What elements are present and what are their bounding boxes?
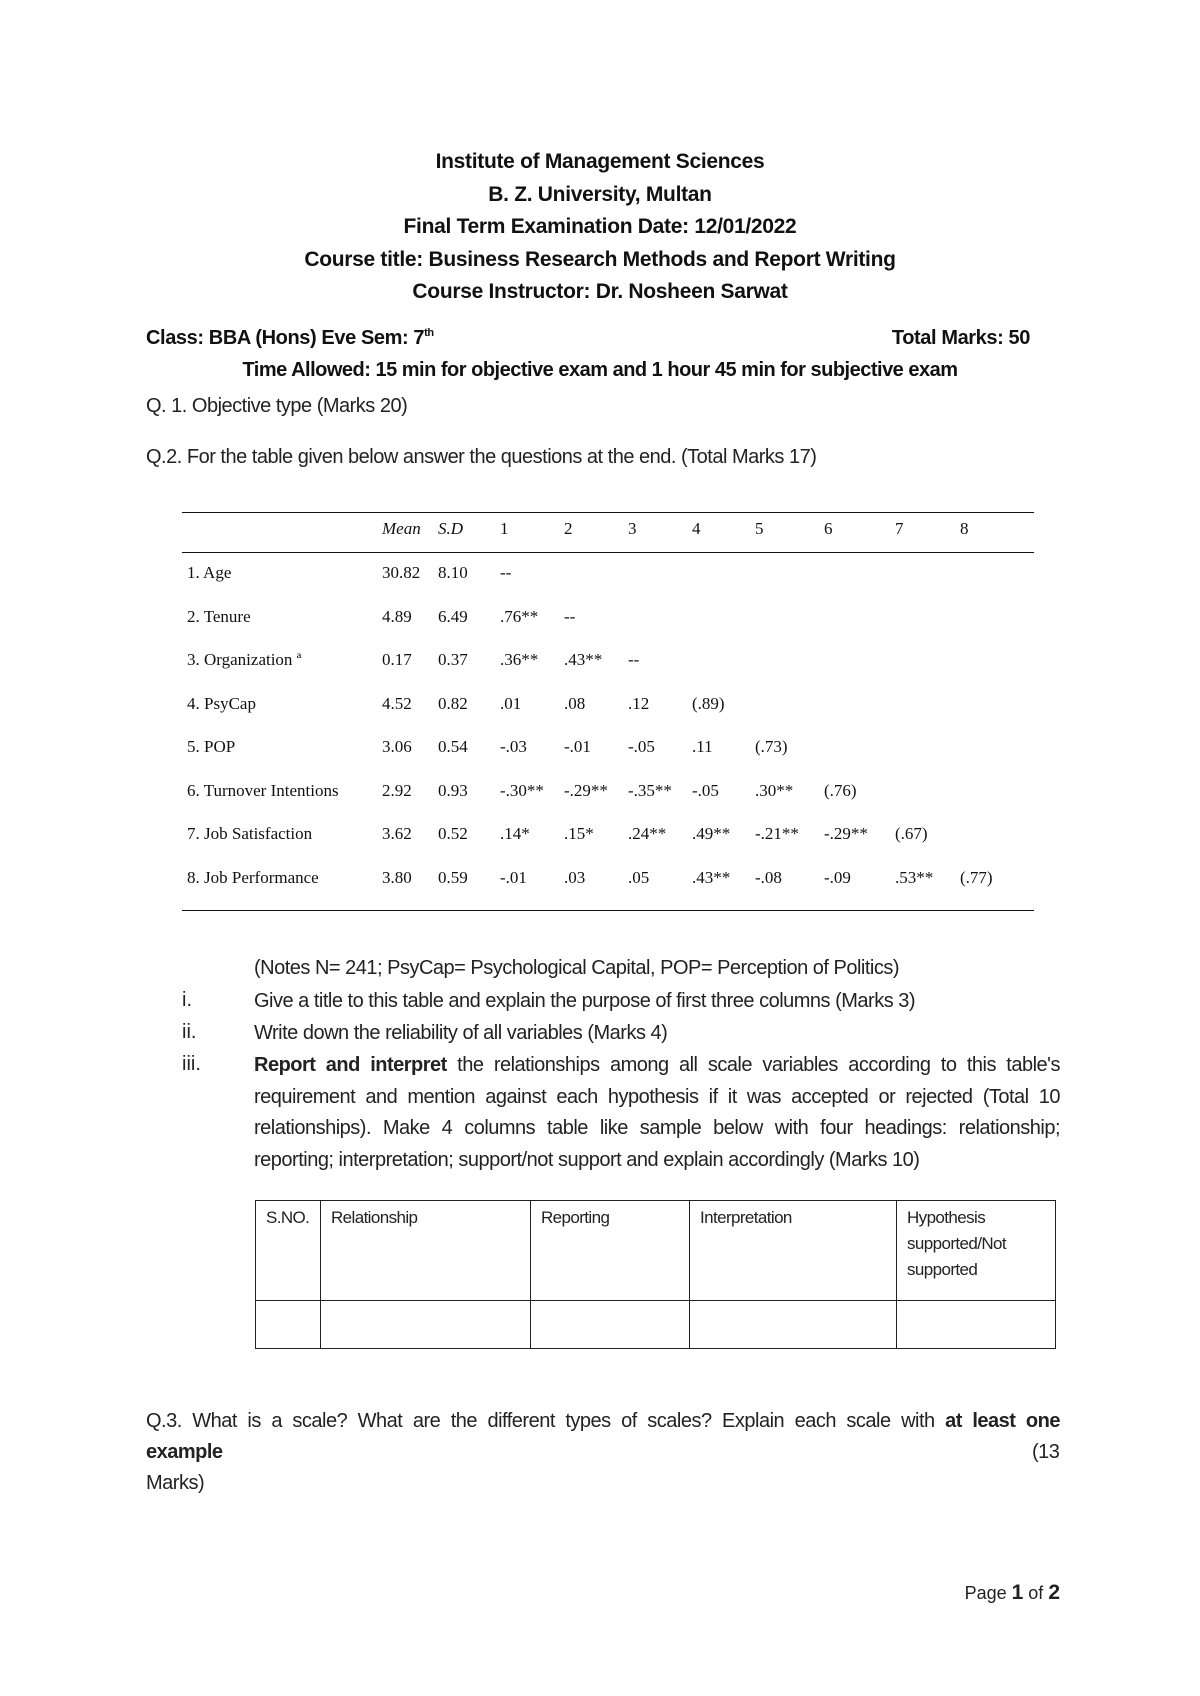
table-cell: .49**	[692, 824, 731, 843]
class-label: Class: BBA (Hons) Eve Sem: 7	[146, 327, 425, 349]
table-cell: -.29**	[564, 780, 608, 800]
table-row-label: 8. Job Performance	[187, 867, 319, 887]
table-cell: --	[628, 650, 640, 669]
time-allowed: Time Allowed: 15 min for objective exam and 1 hour 45 min for subjective exam	[242, 359, 958, 381]
table-cell: .53**	[895, 867, 934, 887]
table-cell: --	[564, 606, 576, 626]
emphasis-text: at least one	[945, 1410, 1060, 1432]
table-cell: .01	[500, 693, 522, 713]
table-rule	[182, 910, 1034, 911]
table-cell: .11	[692, 737, 713, 756]
table-cell: 30.82	[382, 563, 421, 582]
question-3: Q.3. What is a scale? What are the different types of scales? Explain each scale with at least one	[146, 1410, 1060, 1432]
emphasis-text: Report and interpret	[254, 1054, 447, 1076]
course-title: Course title: Business Research Methods and Report Writing	[304, 247, 896, 271]
sample-empty-row	[256, 1301, 1056, 1349]
item-text: Write down the reliability of all variables (Marks 4)	[254, 1022, 668, 1044]
table-cell: (.73)	[755, 737, 788, 756]
sample-header-cell: S.NO.	[256, 1201, 321, 1301]
table-cell: -.21**	[755, 824, 799, 843]
total-marks: Total Marks: 50	[891, 327, 1030, 349]
table-cell: -.30**	[500, 780, 544, 800]
table-header-cell: 2	[564, 519, 573, 538]
table-cell: (.76)	[824, 780, 857, 800]
table-cell: .15*	[564, 824, 594, 843]
table-cell: 0.17	[382, 650, 412, 669]
table-cell: (.77)	[960, 867, 993, 887]
table-cell: 0.54	[438, 737, 468, 756]
table-cell: -.09	[824, 867, 851, 887]
institute-name: Institute of Management Sciences	[435, 150, 765, 173]
table-cell: .36**	[500, 650, 539, 669]
table-cell: .05	[628, 867, 650, 887]
table-header-cell: S.D	[438, 519, 464, 538]
table-cell: -.35**	[628, 780, 672, 800]
question-1: Q. 1. Objective type (Marks 20)	[146, 395, 408, 417]
table-header-cell: 3	[628, 519, 637, 538]
table-cell: .12	[628, 693, 650, 713]
item-iii-text	[254, 1050, 1060, 1176]
table-cell: .08	[564, 693, 586, 713]
table-cell: 3.62	[382, 824, 412, 843]
table-row-label: 4. PsyCap	[187, 693, 256, 713]
sample-header-cell: Reporting	[531, 1201, 690, 1301]
sample-header-cell: Relationship	[321, 1201, 531, 1301]
sample-header-row	[256, 1201, 1056, 1301]
semester-superscript: th	[424, 327, 434, 339]
table-row-label: 7. Job Satisfaction	[187, 824, 313, 843]
table-cell: 0.37	[438, 650, 468, 669]
sample-header-cell: Hypothesis supported/Not supported	[897, 1201, 1056, 1301]
table-cell: --	[500, 563, 512, 582]
table-header-cell: 7	[895, 519, 904, 538]
table-cell: 4.52	[382, 693, 412, 713]
table-cell: (.67)	[895, 824, 928, 843]
table-cell: 4.89	[382, 606, 412, 626]
table-cell: -.05	[692, 780, 719, 800]
item-iii-line: requirement and mention against each hypothesis if it was accepted or rejected (Total 10	[254, 1085, 1060, 1108]
table-header-cell: 1	[500, 519, 509, 538]
table-cell: .24**	[628, 824, 667, 843]
table-header-cell: 6	[824, 519, 833, 538]
item-iii-line: Report and interpret the relationships among all scale variables according to this table's	[254, 1054, 1060, 1076]
table-cell: (.89)	[692, 693, 725, 713]
table-row-label: 6. Turnover Intentions	[187, 780, 339, 800]
sample-header-cell: Interpretation	[690, 1201, 897, 1301]
page-number: Page 1 of 2	[964, 1581, 1060, 1604]
table-cell: -.01	[564, 737, 591, 756]
table-cell: 8.10	[438, 563, 468, 582]
table-cell: .14*	[500, 824, 530, 843]
table-header-cell: Mean	[382, 519, 421, 538]
table-cell: .30**	[755, 780, 794, 800]
exam-date: Final Term Examination Date: 12/01/2022	[403, 215, 797, 238]
table-row-label: 2. Tenure	[187, 606, 251, 626]
table-row-label: 5. POP	[187, 737, 236, 756]
item-number: iii.	[182, 1053, 201, 1075]
table-cell: 3.80	[382, 867, 412, 887]
question-3-marks-cont: Marks)	[146, 1472, 205, 1494]
table-cell: 0.59	[438, 867, 468, 887]
correlation-table	[182, 512, 1034, 914]
question-3-example: example	[146, 1441, 223, 1463]
table-cell: -.01	[500, 867, 527, 887]
table-header-cell: 4	[692, 519, 701, 538]
table-cell: 0.93	[438, 780, 468, 800]
table-cell: 2.92	[382, 780, 412, 800]
item-iii-line: reporting; interpretation; support/not support and explain accordingly (Marks 10)	[254, 1148, 920, 1171]
table-row-label: 1. Age	[187, 563, 232, 582]
item-text: Give a title to this table and explain the purpose of first three columns (Marks 3)	[254, 990, 916, 1012]
table-rule	[182, 552, 1034, 553]
table-cell: .43**	[564, 650, 603, 669]
question-2: Q.2. For the table given below answer the questions at the end. (Total Marks 17)	[146, 446, 817, 468]
table-cell: 0.82	[438, 693, 468, 713]
table-cell: -.05	[628, 737, 655, 756]
table-rule	[182, 512, 1034, 513]
table-cell: .43**	[692, 867, 731, 887]
item-number: i.	[182, 989, 192, 1011]
table-cell: 3.06	[382, 737, 412, 756]
table-cell: -.08	[755, 867, 782, 887]
item-iii-line: relationships). Make 4 columns table like sample below with four headings: relationship;	[254, 1117, 1060, 1139]
table-header-cell: 5	[755, 519, 764, 538]
table-cell: -.03	[500, 737, 527, 756]
class-info	[146, 327, 434, 350]
table-cell: 6.49	[438, 606, 468, 626]
table-header-cell: 8	[960, 519, 969, 538]
exam-header	[0, 146, 1200, 309]
sample-table	[255, 1200, 1056, 1349]
item-number: ii.	[182, 1021, 197, 1043]
table-cell: -.29**	[824, 824, 868, 843]
table-cell: .03	[564, 867, 586, 887]
table-cell: .76**	[500, 606, 539, 626]
course-instructor: Course Instructor: Dr. Nosheen Sarwat	[412, 280, 788, 303]
table-cell: 0.52	[438, 824, 468, 843]
question-3-marks: (13	[1032, 1441, 1060, 1463]
table-notes: (Notes N= 241; PsyCap= Psychological Capital, POP= Perception of Politics)	[254, 957, 899, 979]
university-name: B. Z. University, Multan	[488, 182, 712, 206]
table-row-label: 3. Organization ª	[187, 650, 302, 669]
